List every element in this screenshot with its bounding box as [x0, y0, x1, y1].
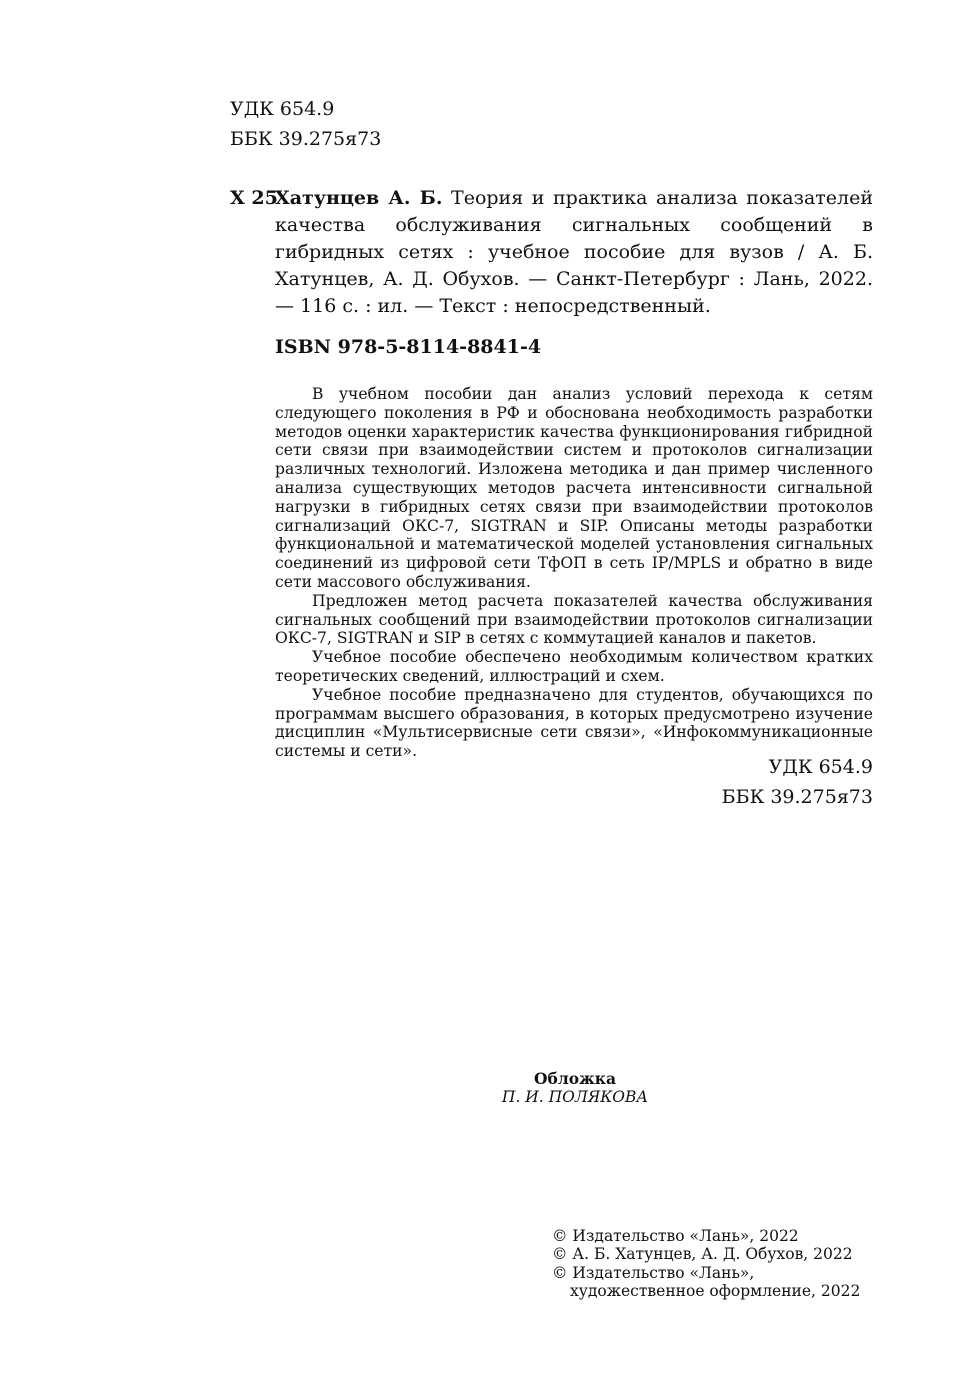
cover-credit	[470, 1070, 680, 1106]
copyright-line: © А. Б. Хатунцев, А. Д. Обухов, 2022	[552, 1245, 853, 1264]
cover-label: Обложка	[534, 1069, 616, 1088]
copyright-block	[552, 1227, 860, 1301]
cover-designer: П. И. ПОЛЯКОВА	[501, 1088, 649, 1106]
entry-description: Теория и практика анализа показателей качества обслуживания сигнальных сообщений в гибридных сетях : учебное пособие для вузов / А. Б. Хатунцев, А. Д. Обухов. — Санкт-Петербург : Лань, 2022. — 116 с. : ил. — Текст : непосредственный.	[275, 187, 874, 317]
bbk-code: ББК 39.275я73	[230, 128, 382, 150]
abstract-paragraph: Учебное пособие обеспечено необходимым количеством кратких теоретических сведений, иллюстраций и схем.	[275, 648, 873, 685]
copyright-line: художественное оформление, 2022	[570, 1282, 861, 1301]
copyright-line: © Издательство «Лань»,	[552, 1263, 755, 1282]
abstract-block	[275, 385, 873, 761]
header-index-block	[230, 94, 381, 154]
abstract-paragraph: Учебное пособие предназначено для студентов, обучающихся по программам высшего образования, в которых предусмотрено изучение дисциплин «Мультисервисные сети связи», «Инфокоммуникационные системы и сети».	[275, 685, 873, 761]
author-mark: Х 25	[230, 187, 278, 209]
entry-author: Хатунцев А. Б.	[275, 187, 443, 209]
bbk-code: ББК 39.275я73	[721, 786, 873, 808]
copyright-line: © Издательство «Лань», 2022	[552, 1227, 799, 1245]
udk-code: УДК 654.9	[230, 98, 335, 120]
footer-index-block	[600, 752, 873, 812]
abstract-paragraph: В учебном пособии дан анализ условий перехода к сетям следующего поколения в РФ и обоснована необходимость разработки методов оценки характеристик качества функционирования гибридной сети связи при взаимодействии систем и протоколов сигнализации различных технологий. Изложена методика и дан пример численного анализа существующих методов расчета интенсивности сигнальной нагрузки в гибридных сетях связи при взаимодействии протоколов сигнализаций ОКС-7, SIGTRAN и SIP. Описаны методы разработки функциональной и математической моделей установления сигнальных соединений из цифровой сети ТфОП в сеть IP/MPLS и обратно в виде сети массового обслуживания.	[275, 385, 873, 591]
bibliographic-entry	[275, 185, 873, 320]
abstract-paragraph: Предложен метод расчета показателей качества обслуживания сигнальных сообщений при взаимодействии протоколов сигнализации ОКС-7, SIGTRAN и SIP в сетях с коммутацией каналов и пакетов.	[275, 591, 873, 648]
udk-code: УДК 654.9	[768, 756, 873, 778]
isbn: ISBN 978-5-8114-8841-4	[275, 336, 542, 358]
